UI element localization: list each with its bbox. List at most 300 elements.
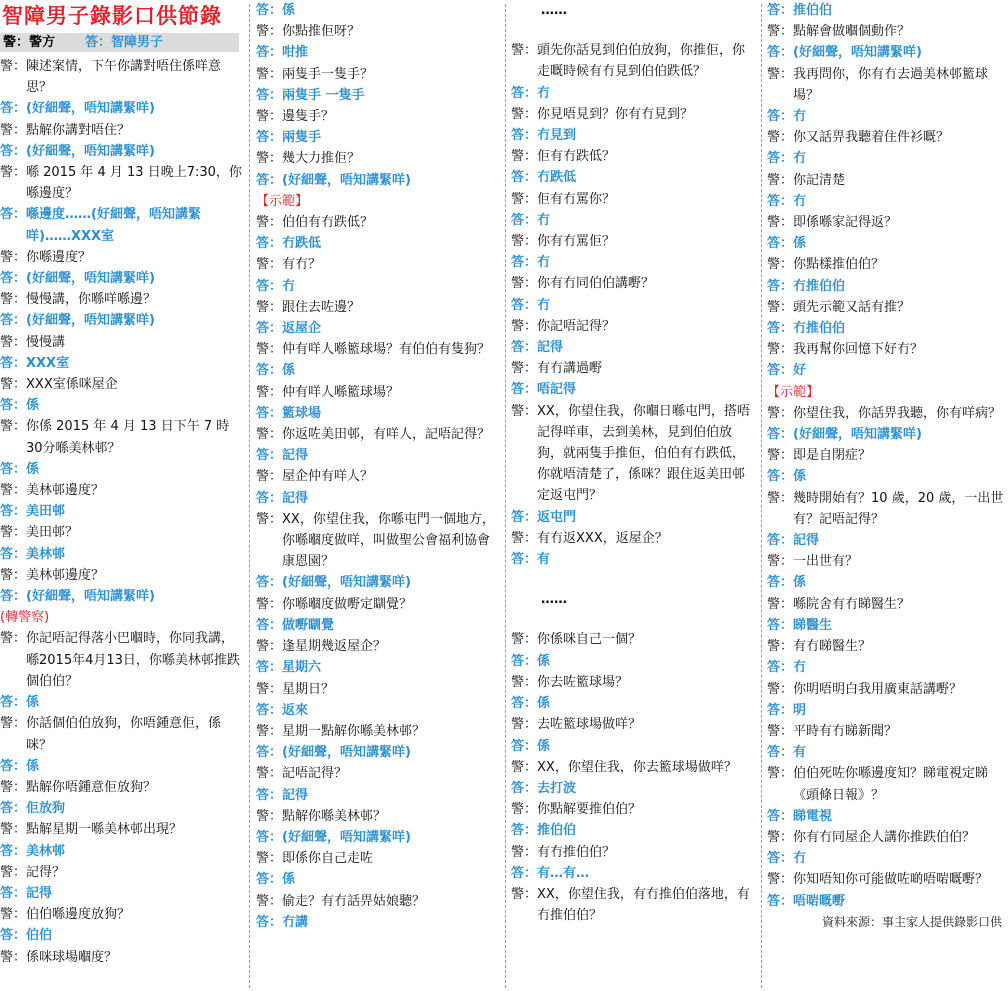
dialogue-text: 冇 — [793, 151, 807, 167]
police-line — [511, 884, 756, 926]
dialogue-text: 你係 2015 年 4 月 13 日下午 7 時30分喺美林邨？ — [26, 419, 230, 456]
dialogue-text: 你望住我，你話畀我聽，你有咩病？ — [793, 405, 1002, 421]
speaker-label: 答： — [511, 297, 538, 313]
speaker-label: 答： — [767, 3, 794, 18]
spacer — [511, 21, 756, 40]
speaker-label: 答： — [767, 617, 794, 633]
answer-line — [767, 42, 1008, 63]
police-line — [767, 403, 1008, 424]
speaker-label: 答： — [767, 808, 794, 824]
dialogue-text: 有冇？ — [282, 257, 322, 273]
speaker-label: 警： — [767, 829, 794, 845]
answer-line — [767, 276, 1008, 297]
speaker-label: 警： — [767, 342, 794, 358]
speaker-label: 警： — [511, 674, 538, 690]
speaker-label: 答： — [767, 469, 794, 485]
dialogue-text: 記得 — [793, 533, 820, 549]
police-line — [0, 947, 244, 968]
police-line — [0, 862, 244, 883]
dialogue-text: 你喺邊度？ — [26, 249, 92, 265]
police-line — [767, 827, 1008, 848]
speaker-label: 警： — [256, 109, 283, 125]
dialogue-text: 伯伯 — [26, 928, 53, 944]
answer-line — [511, 379, 756, 400]
dialogue-text: 點解你喺美林邨？ — [282, 808, 387, 824]
dialogue-text: 你見唔見到？你有冇見到？ — [537, 106, 694, 122]
police-line — [511, 672, 756, 693]
police-line — [0, 522, 244, 543]
speaker-label: 答： — [256, 660, 283, 676]
spacer — [511, 610, 756, 629]
speaker-label: 答： — [256, 787, 283, 803]
dialogue-text: 唔記得 — [537, 382, 577, 398]
answer-line — [256, 615, 501, 636]
dialogue-text: 咁推 — [282, 45, 309, 61]
answer-line — [511, 252, 756, 273]
dialogue-text: 佢放狗 — [26, 801, 66, 817]
speaker-label: 警： — [767, 172, 794, 188]
police-line — [511, 842, 756, 863]
dialogue-text: 記得 — [282, 787, 309, 803]
speaker-label: 警： — [767, 639, 794, 655]
dialogue-text: 頭先你話見到伯伯放狗，你推佢，你走嘅時候有冇見到伯伯跌低？ — [537, 43, 746, 80]
answer-line — [0, 925, 244, 946]
police-line — [767, 679, 1008, 700]
police-line — [0, 819, 244, 840]
speaker-label: 警： — [256, 257, 283, 273]
police-line — [256, 21, 501, 42]
dialogue-text: 我再問你，你有冇去過美林邨籃球場？ — [793, 66, 989, 103]
dialogue-text: 即係喺家記得返？ — [793, 215, 898, 231]
speaker-label: 警： — [511, 43, 538, 59]
answer-line — [0, 395, 244, 416]
dialogue-text: 冇跌低 — [537, 170, 577, 186]
answer-line — [767, 848, 1008, 869]
speaker-label: 答： — [511, 552, 538, 568]
answer-line — [767, 233, 1008, 254]
dialogue-text: 美田邨 — [26, 504, 66, 520]
answer-line — [256, 657, 501, 678]
answer-line — [767, 466, 1008, 487]
speaker-label: 警： — [0, 334, 27, 350]
speaker-label: 警： — [0, 716, 27, 732]
legend-header — [0, 33, 239, 52]
speaker-label: 答： — [767, 45, 794, 61]
speaker-label: 警： — [0, 864, 27, 880]
dialogue-text: 記得 — [537, 340, 564, 356]
police-line — [256, 382, 501, 403]
speaker-label: 警： — [0, 59, 27, 74]
speaker-label: 警： — [511, 276, 538, 292]
dialogue-text: 記得 — [26, 885, 53, 901]
answer-line — [0, 798, 244, 819]
dialogue-text: (好細聲，唔知講緊咩) — [793, 45, 922, 61]
transcript-column — [767, 0, 1008, 912]
stage-note: 【示範】 — [256, 193, 309, 209]
source-credit: 資料來源：事主家人提供錄影口供 — [821, 914, 1002, 929]
speaker-label: 警： — [256, 596, 283, 612]
police-line — [256, 212, 501, 233]
police-line — [256, 891, 501, 912]
police-line — [511, 629, 756, 650]
dialogue-text: 喺邊度……(好細聲，唔知講緊咩)……XXX室 — [26, 207, 201, 244]
speaker-label: 警： — [767, 448, 794, 464]
speaker-label: 答： — [0, 695, 27, 711]
dialogue-text: 點解會做嗰個動作？ — [793, 24, 911, 40]
police-line — [511, 104, 756, 125]
speaker-label: 警： — [256, 215, 283, 231]
police-line — [256, 763, 501, 784]
dialogue-text: 慢慢講 — [26, 334, 66, 350]
police-line — [0, 565, 244, 586]
speaker-label: 警： — [256, 681, 283, 697]
answer-line — [256, 403, 501, 424]
speaker-label: 警： — [256, 639, 283, 655]
answer-line — [767, 0, 1008, 21]
speaker-label: 答： — [511, 865, 538, 881]
speaker-label: 答： — [0, 398, 27, 414]
answer-line — [0, 141, 244, 162]
answer-line — [767, 530, 1008, 551]
dialogue-text: XX，你望住我，你嗰日喺屯門，搭唔記得咩車，去到美林，見到伯伯放狗，就兩隻手推佢，伯伯有冇跌低，你就唔清楚了，係咪？跟住返美田邨定返屯門？ — [537, 403, 750, 504]
answer-line — [511, 693, 756, 714]
police-line — [0, 904, 244, 925]
speaker-label: 警： — [511, 886, 538, 902]
dialogue-text: 有冇睇醫生？ — [793, 639, 872, 655]
dialogue-text: 有 — [537, 552, 551, 568]
dialogue-text: 兩隻手 一隻手 — [282, 87, 365, 103]
dialogue-text: 有…有… — [537, 865, 590, 881]
dialogue-text: 係 — [793, 236, 807, 252]
dialogue-text: 美田邨？ — [26, 525, 79, 541]
speaker-label: 警： — [0, 525, 27, 541]
answer-line — [0, 98, 244, 119]
dialogue-text: 你記唔記得？ — [537, 318, 616, 334]
dialogue-text: 佢有冇跌低？ — [537, 149, 616, 165]
dialogue-text: 冇 — [793, 193, 807, 209]
speaker-label: 答： — [767, 893, 794, 909]
speaker-label: 答： — [511, 128, 538, 144]
column-4 — [767, 0, 1008, 991]
answer-line — [0, 692, 244, 713]
police-line — [0, 289, 244, 310]
answer-line — [0, 310, 244, 331]
dialogue-text: 記得 — [282, 490, 309, 506]
speaker-label: 答： — [256, 575, 283, 591]
speaker-label: 警： — [767, 405, 794, 421]
dialogue-text: 即係你自己走咗 — [282, 851, 374, 867]
dialogue-text: 屋企仲有咩人？ — [282, 469, 374, 485]
dialogue-text: 美林邨 — [26, 546, 66, 562]
dialogue-text: 係 — [26, 758, 40, 774]
speaker-label: 答： — [511, 509, 538, 525]
dialogue-text: 你點解要推伯伯？ — [537, 802, 642, 818]
speaker-label: 警： — [767, 681, 794, 697]
police-line — [767, 445, 1008, 466]
dialogue-text: (好細聲，唔知講緊咩) — [282, 575, 411, 591]
answer-line — [767, 806, 1008, 827]
answer-line — [256, 572, 501, 593]
speaker-label: 答： — [0, 207, 27, 223]
dialogue-text: 你記唔記得落小巴嗰時，你同我講，喺2015年4月13日，你喺美林邨推跌個伯伯？ — [26, 631, 240, 689]
answer-line — [511, 507, 756, 528]
speaker-label: 答： — [256, 363, 283, 379]
dialogue-text: 一出世有？ — [793, 554, 859, 570]
speaker-label: 警： — [0, 822, 27, 838]
column-divider — [761, 4, 762, 988]
speaker-label: 警： — [0, 567, 27, 583]
dialogue-text: (好細聲，唔知講緊咩) — [26, 271, 155, 287]
answer-line — [767, 700, 1008, 721]
speaker-label: 答： — [0, 313, 27, 329]
speaker-label: 答： — [767, 660, 794, 676]
column-divider — [249, 4, 250, 988]
column-divider — [505, 4, 506, 988]
dialogue-text: 兩隻手 — [282, 130, 322, 146]
speaker-label: 警： — [0, 122, 27, 138]
speaker-label: 答： — [767, 321, 794, 337]
dialogue-text: 跟住去咗邊？ — [282, 299, 361, 315]
speaker-label: 答： — [256, 172, 283, 188]
police-line — [511, 757, 756, 778]
dialogue-text: 冇 — [793, 109, 807, 125]
dialogue-text: 返屋企 — [282, 321, 322, 337]
police-line — [767, 127, 1008, 148]
dialogue-text: 係 — [282, 363, 296, 379]
dialogue-text: 冇 — [282, 278, 296, 294]
dialogue-text: 你話個伯伯放狗，你唔鍾意佢，係咪？ — [26, 716, 222, 753]
dialogue-text: XX，你望住我，你去籃球場做咩？ — [537, 759, 737, 775]
speaker-label: 答： — [767, 109, 794, 125]
speaker-label: 答： — [767, 278, 794, 294]
dialogue-text: 冇跌低 — [282, 236, 322, 252]
speaker-label: 答： — [511, 255, 538, 271]
police-line — [511, 146, 756, 167]
dialogue-text: XXX室係咪屋企 — [26, 377, 118, 393]
answer-line — [256, 827, 501, 848]
speaker-label: 答： — [0, 143, 27, 159]
dialogue-text: 冇推伯伯 — [793, 321, 846, 337]
speaker-label: 答： — [0, 801, 27, 817]
dialogue-text: 你又話畀我聽着住件衫嘅？ — [793, 130, 950, 146]
police-line — [256, 339, 501, 360]
dialogue-text: 係 — [26, 695, 40, 711]
speaker-label: 答： — [0, 885, 27, 901]
dialogue-text: 係 — [537, 696, 551, 712]
dialogue-text: 偷走？有冇話畀姑娘聽？ — [282, 893, 426, 909]
police-line — [767, 763, 1008, 805]
speaker-label: 答： — [256, 278, 283, 294]
police-line — [767, 297, 1008, 318]
dialogue-text: 伯伯喺邊度放狗？ — [26, 907, 131, 923]
speaker-label: 答： — [256, 702, 283, 718]
dialogue-text: 冇 — [537, 85, 551, 101]
police-line — [256, 636, 501, 657]
dialogue-text: 即是自閉症？ — [793, 448, 872, 464]
dialogue-text: 伯伯死咗你喺邊度知？睇電視定睇《頭條日報》？ — [793, 766, 989, 803]
answer-line — [256, 700, 501, 721]
speaker-label: 答： — [511, 212, 538, 228]
speaker-label: 警： — [256, 66, 283, 82]
dialogue-text: 記得 — [282, 448, 309, 464]
dialogue-text: 明 — [793, 702, 807, 718]
police-line — [0, 628, 244, 692]
dialogue-text: 點解你唔鍾意佢放狗？ — [26, 779, 157, 795]
answer-line — [767, 615, 1008, 636]
speaker-label: 答： — [0, 271, 27, 287]
speaker-label: 答： — [0, 843, 27, 859]
police-line — [767, 636, 1008, 657]
police-line — [511, 231, 756, 252]
dialogue-text: (好細聲，唔知講緊咩) — [282, 745, 411, 761]
dialogue-text: 陳述案情，下午你講對唔住係咩意思？ — [26, 59, 222, 96]
answer-line — [0, 841, 244, 862]
dialogue-text: 有冇推伯伯？ — [537, 844, 616, 860]
police-line — [0, 416, 244, 458]
police-line — [511, 799, 756, 820]
transcript-column — [511, 0, 756, 926]
speaker-label: 答： — [511, 696, 538, 712]
answer-line — [256, 127, 501, 148]
police-line — [511, 528, 756, 549]
answer-line — [767, 657, 1008, 678]
speaker-label: 警： — [0, 419, 27, 435]
answer-line — [511, 820, 756, 841]
police-line — [0, 713, 244, 755]
transcript-column — [256, 0, 501, 933]
dialogue-text: 點解星期一喺美林邨出現？ — [26, 822, 183, 838]
answer-line — [767, 318, 1008, 339]
speaker-label: 警： — [256, 511, 283, 527]
speaker-label: 警： — [767, 24, 794, 40]
dialogue-text: 好 — [793, 363, 807, 379]
dialogue-text: 係 — [793, 575, 807, 591]
police-line — [0, 162, 244, 204]
police-line — [0, 374, 244, 395]
speaker-label: 警： — [511, 191, 538, 207]
dialogue-text: 冇講 — [282, 914, 309, 930]
dialogue-text: 星期六 — [282, 660, 322, 676]
speaker-label: 警： — [0, 483, 27, 499]
answer-line — [0, 756, 244, 777]
answer-line — [256, 869, 501, 890]
dialogue-text: 慢慢講，你喺咩喺邊？ — [26, 292, 157, 308]
answer-line — [256, 170, 501, 191]
dialogue-text: (好細聲，唔知講緊咩) — [26, 143, 155, 159]
speaker-label: 警： — [0, 377, 27, 393]
police-line — [256, 148, 501, 169]
dialogue-text: 你明唔明白我用廣東話講嘢？ — [793, 681, 963, 697]
answer-line — [511, 167, 756, 188]
speaker-label: 答： — [767, 193, 794, 209]
speaker-label: 警： — [511, 717, 538, 733]
dialogue-text: 邊隻手？ — [282, 109, 335, 125]
police-line — [767, 254, 1008, 275]
speaker-label: 警： — [767, 299, 794, 315]
dialogue-text: 點解你講對唔住？ — [26, 122, 131, 138]
dialogue-text: (好細聲，唔知講緊咩) — [793, 427, 922, 443]
police-line — [256, 721, 501, 742]
speaker-label: 警： — [767, 554, 794, 570]
dialogue-text: 逢星期幾返屋企？ — [282, 639, 387, 655]
dialogue-text: 係 — [537, 738, 551, 754]
answer-line — [767, 742, 1008, 763]
police-line — [511, 189, 756, 210]
speaker-label: 警： — [256, 427, 283, 443]
speaker-label: 警： — [256, 851, 283, 867]
dialogue-text: 你去咗籃球場？ — [537, 674, 629, 690]
legend-police: 警：警方 — [3, 35, 56, 50]
dialogue-text: XX，你望住我，你喺屯門一個地方，你喺嗰度做咩，叫做聖公會福利協會康恩園？ — [282, 511, 495, 570]
speaker-label: 答： — [256, 448, 283, 464]
speaker-label: 答： — [256, 490, 283, 506]
answer-line — [511, 295, 756, 316]
answer-line — [767, 572, 1008, 593]
speaker-label: 答： — [767, 151, 794, 167]
dialogue-text: 仲有咩人喺籃球場？有伯伯有隻狗？ — [282, 342, 491, 358]
speaker-label: 答： — [767, 427, 794, 443]
omission-marker: …… — [541, 3, 567, 18]
speaker-label: 答： — [256, 405, 283, 421]
answer-line — [256, 445, 501, 466]
speaker-label: 答： — [767, 236, 794, 252]
dialogue-text: 冇 — [793, 660, 807, 676]
police-line — [767, 64, 1008, 106]
dialogue-text: (好細聲，唔知講緊咩) — [282, 172, 411, 188]
answer-line — [767, 148, 1008, 169]
page-title: 智障男子錄影口供節錄 — [2, 4, 222, 28]
dialogue-text: 佢有冇罵你？ — [537, 191, 616, 207]
police-line — [767, 594, 1008, 615]
answer-line — [511, 125, 756, 146]
answer-line — [256, 742, 501, 763]
dialogue-text: 你知唔知你可能做咗啲唔啱嘅嘢？ — [793, 872, 989, 888]
dialogue-text: 美林邨邊度？ — [26, 567, 105, 583]
police-line — [256, 509, 501, 573]
dialogue-text: 去打波 — [537, 780, 577, 796]
answer-line — [767, 360, 1008, 381]
speaker-label: 警： — [0, 779, 27, 795]
dialogue-text: 係 — [282, 872, 296, 888]
dialogue-text: 你係咪自己一個？ — [537, 632, 642, 648]
speaker-label: 警： — [511, 844, 538, 860]
dialogue-text: (好細聲，唔知講緊咩) — [282, 829, 411, 845]
police-line — [256, 424, 501, 445]
answer-line — [511, 778, 756, 799]
answer-line — [0, 353, 244, 374]
speaker-label: 警： — [511, 234, 538, 250]
dialogue-text: 冇 — [793, 851, 807, 867]
speaker-label: 警： — [511, 403, 538, 419]
column-1 — [0, 0, 244, 991]
dialogue-text: 你返咗美田邨，有咩人，記唔記得？ — [282, 427, 491, 443]
speaker-label: 答： — [256, 872, 283, 888]
police-line — [0, 332, 244, 353]
dialogue-text: 你點樣推伯伯？ — [793, 257, 885, 273]
transcript-column — [0, 56, 244, 968]
speaker-label: 警： — [511, 361, 538, 377]
police-line — [767, 339, 1008, 360]
dialogue-text: 你喺嗰度做嘢定瞓覺？ — [282, 596, 413, 612]
police-line — [511, 401, 756, 507]
answer-line — [0, 459, 244, 480]
answer-line — [0, 544, 244, 565]
dialogue-text: 美林邨邊度？ — [26, 483, 105, 499]
answer-line — [256, 42, 501, 63]
speaker-label: 答： — [511, 780, 538, 796]
dialogue-text: 仲有咩人喺籃球場？ — [282, 384, 400, 400]
answer-line — [256, 912, 501, 933]
